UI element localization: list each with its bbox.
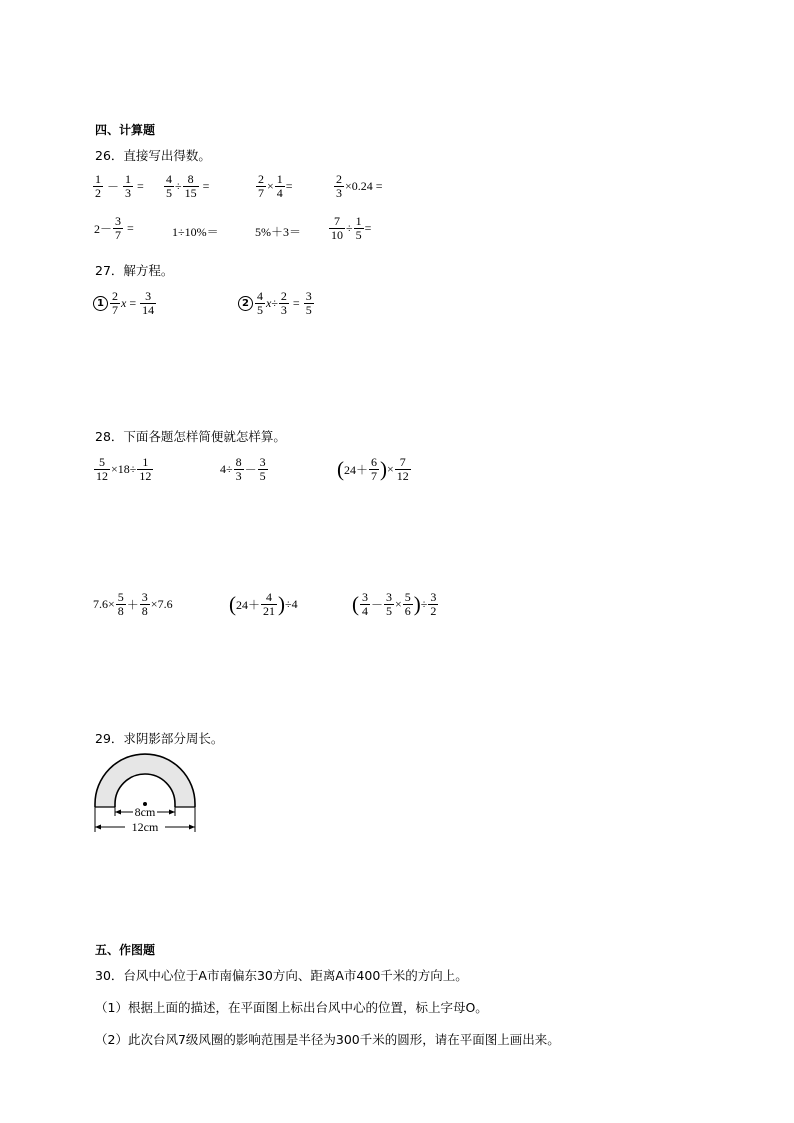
q26-expression-1: $\frac{1}{2}$ － $\frac{1}{3}$ = bbox=[95, 172, 144, 200]
q26-expression-5: 2－ $\frac{3}{7}$ = bbox=[94, 214, 134, 242]
question-28-title: 28．下面各题怎样简便就怎样算。 bbox=[95, 429, 286, 444]
q26-expression-6: 1÷10%＝ bbox=[172, 225, 219, 239]
q28-expression-1: $\frac{5}{12}$ ×18÷ $\frac{1}{12}$ bbox=[96, 455, 152, 483]
circled-number-marker: 2 bbox=[238, 296, 253, 311]
q28-expression-6: ( $\frac{3}{4}$ － $\frac{3}{5}$ × $\frac{5}{6}$ )÷ $\frac{3}{2}$ bbox=[352, 590, 437, 618]
question-30-part-2: （2）此次台风7级风圈的影响范围是半径为300千米的圆形，请在平面图上画出来。 bbox=[95, 1032, 560, 1047]
q28-expression-5: (24＋ $\frac{4}{21}$ )÷4 bbox=[229, 590, 298, 618]
section-heading-calculation: 四、计算题 bbox=[95, 123, 156, 137]
q28-expression-3: (24＋ $\frac{6}{7}$ )× $\frac{7}{12}$ bbox=[337, 455, 409, 483]
question-30-title: 30．台风中心位于A市南偏东30方向、距离A市400千米的方向上。 bbox=[95, 968, 468, 983]
q27-equation-1: 1 $\frac{2}{7}$ x = $\frac{3}{14}$ bbox=[93, 290, 157, 317]
inner-diameter-label: 8cm bbox=[134, 805, 156, 819]
q26-expression-3: $\frac{2}{7}$ × $\frac{1}{4}$ = bbox=[258, 172, 293, 200]
q26-expression-7: 5%＋3＝ bbox=[255, 225, 301, 239]
question-26-title: 26．直接写出得数。 bbox=[95, 148, 211, 163]
q26-expression-2: $\frac{4}{5}$ ÷ $\frac{8}{15}$ = bbox=[166, 172, 210, 200]
q28-expression-4: 7.6× $\frac{5}{8}$ ＋ $\frac{3}{8}$ ×7.6 bbox=[93, 590, 173, 618]
question-29-title: 29．求阴影部分周长。 bbox=[95, 731, 224, 746]
q27-equation-2: 2 $\frac{4}{5}$ x÷ $\frac{2}{3}$ = $\frac{3}{5}$ bbox=[238, 290, 315, 317]
circled-number-marker: 1 bbox=[93, 296, 108, 311]
q26-expression-4: $\frac{2}{3}$ ×0.24 = bbox=[336, 172, 383, 200]
shaded-half-ring bbox=[95, 754, 195, 807]
semicircle-ring-figure bbox=[90, 752, 202, 838]
question-30-part-1: （1）根据上面的描述，在平面图上标出台风中心的位置，标上字母O。 bbox=[95, 1000, 488, 1015]
section-heading-drawing: 五、作图题 bbox=[95, 943, 156, 957]
q28-expression-2: 4÷ $\frac{8}{3}$ － $\frac{3}{5}$ bbox=[220, 455, 266, 483]
q26-expression-8: $\frac{7}{10}$ ÷ $\frac{1}{5}$ = bbox=[331, 214, 372, 242]
outer-diameter-label: 12cm bbox=[131, 820, 159, 834]
question-27-title: 27．解方程。 bbox=[95, 263, 174, 278]
